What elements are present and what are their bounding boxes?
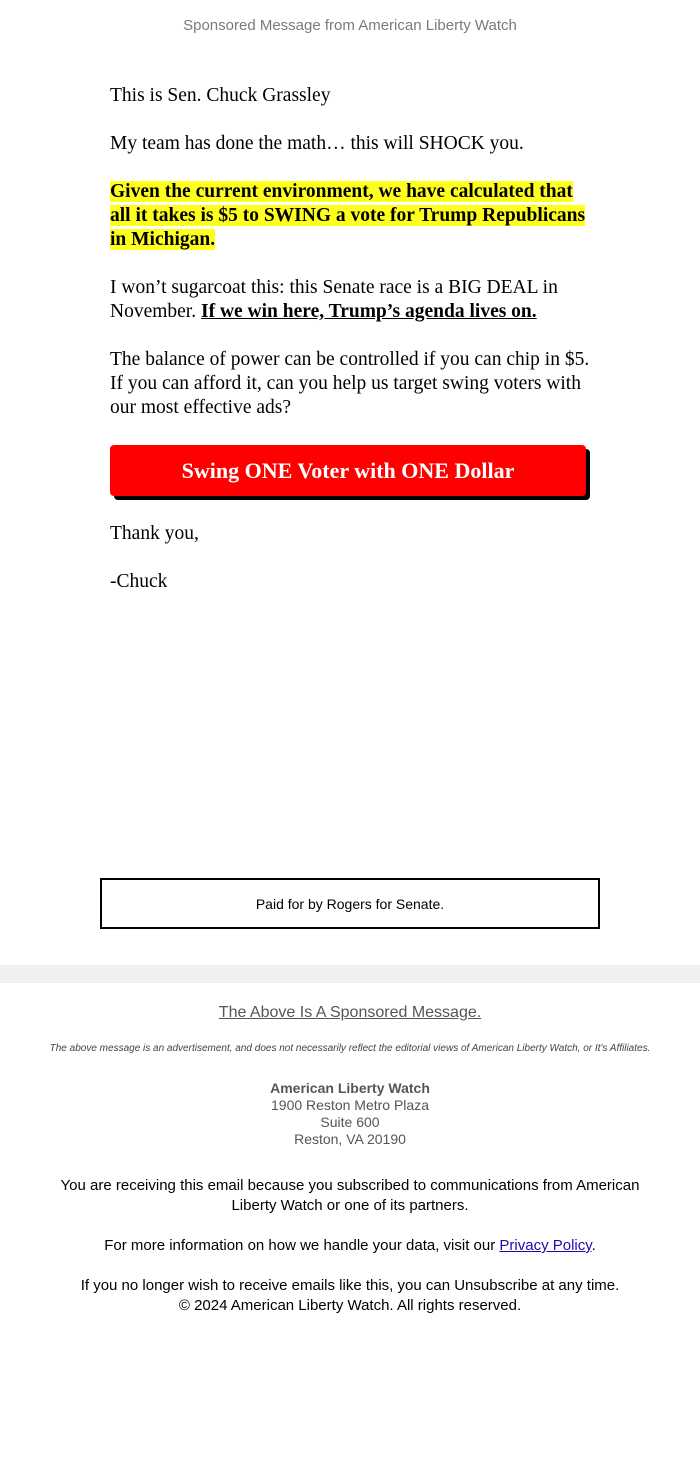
highlighted-text: Given the current environment, we have calculated that all it takes is $5 to SWING a vote for Trump Republicans in Michigan. [110, 181, 586, 250]
letter-hook: My team has done the math… this will SHOCK you. [110, 133, 524, 154]
address-line-1: 1900 Reston Metro Plaza [271, 1097, 429, 1113]
paid-for-text: Paid for by Rogers for Senate. [255, 895, 445, 912]
org-name: American Liberty Watch [270, 1080, 430, 1096]
letter-closing [110, 522, 592, 618]
letter-intro: This is Sen. Chuck Grassley [110, 85, 331, 106]
letter-body [110, 84, 592, 444]
letter-race-paragraph [110, 276, 592, 324]
footer [0, 1004, 700, 1316]
signature: -Chuck [110, 571, 168, 592]
thanks-text: Thank you, [110, 523, 199, 544]
address-line-3: Reston, VA 20190 [294, 1131, 406, 1147]
address-line-2: Suite 600 [320, 1114, 380, 1130]
donate-cta-button[interactable]: Swing ONE Voter with ONE Dollar [110, 445, 586, 496]
race-text: I won’t sugarcoat this: this Senate race is a BIG DEAL in November. [110, 277, 558, 322]
unsubscribe-notice: If you no longer wish to receive emails like this, you can Unsubscribe at any time. [80, 1277, 620, 1294]
privacy-prefix: For more information on how we handle your data, visit our [104, 1237, 496, 1254]
sponsored-message-link[interactable]: The Above Is A Sponsored Message. [218, 1004, 482, 1021]
privacy-policy-link[interactable]: Privacy Policy [499, 1237, 592, 1254]
letter-highlight-paragraph [110, 180, 592, 252]
mailing-address [0, 1080, 700, 1148]
subscription-notice: You are receiving this email because you subscribed to communications from American Liberty Watch or one of its partners. [60, 1177, 640, 1214]
paid-for-disclaimer-box [100, 878, 600, 929]
privacy-suffix: . [591, 1237, 596, 1254]
agenda-link[interactable]: If we win here, Trump’s agenda lives on. [200, 301, 537, 322]
copyright-notice: © 2024 American Liberty Watch. All rights reserved. [178, 1297, 522, 1314]
letter-ask: The balance of power can be controlled if you can chip in $5. If you can afford it, can you help us target swing voters with our most effective ads? [110, 349, 590, 418]
privacy-notice [55, 1236, 645, 1256]
sponsor-header: Sponsored Message from American Liberty Watch [183, 17, 517, 34]
footer-divider [0, 965, 700, 983]
editorial-disclaimer: The above message is an advertisement, and does not necessarily reflect the editorial views of American Liberty Watch, or It's Affiliates. [49, 1043, 651, 1054]
